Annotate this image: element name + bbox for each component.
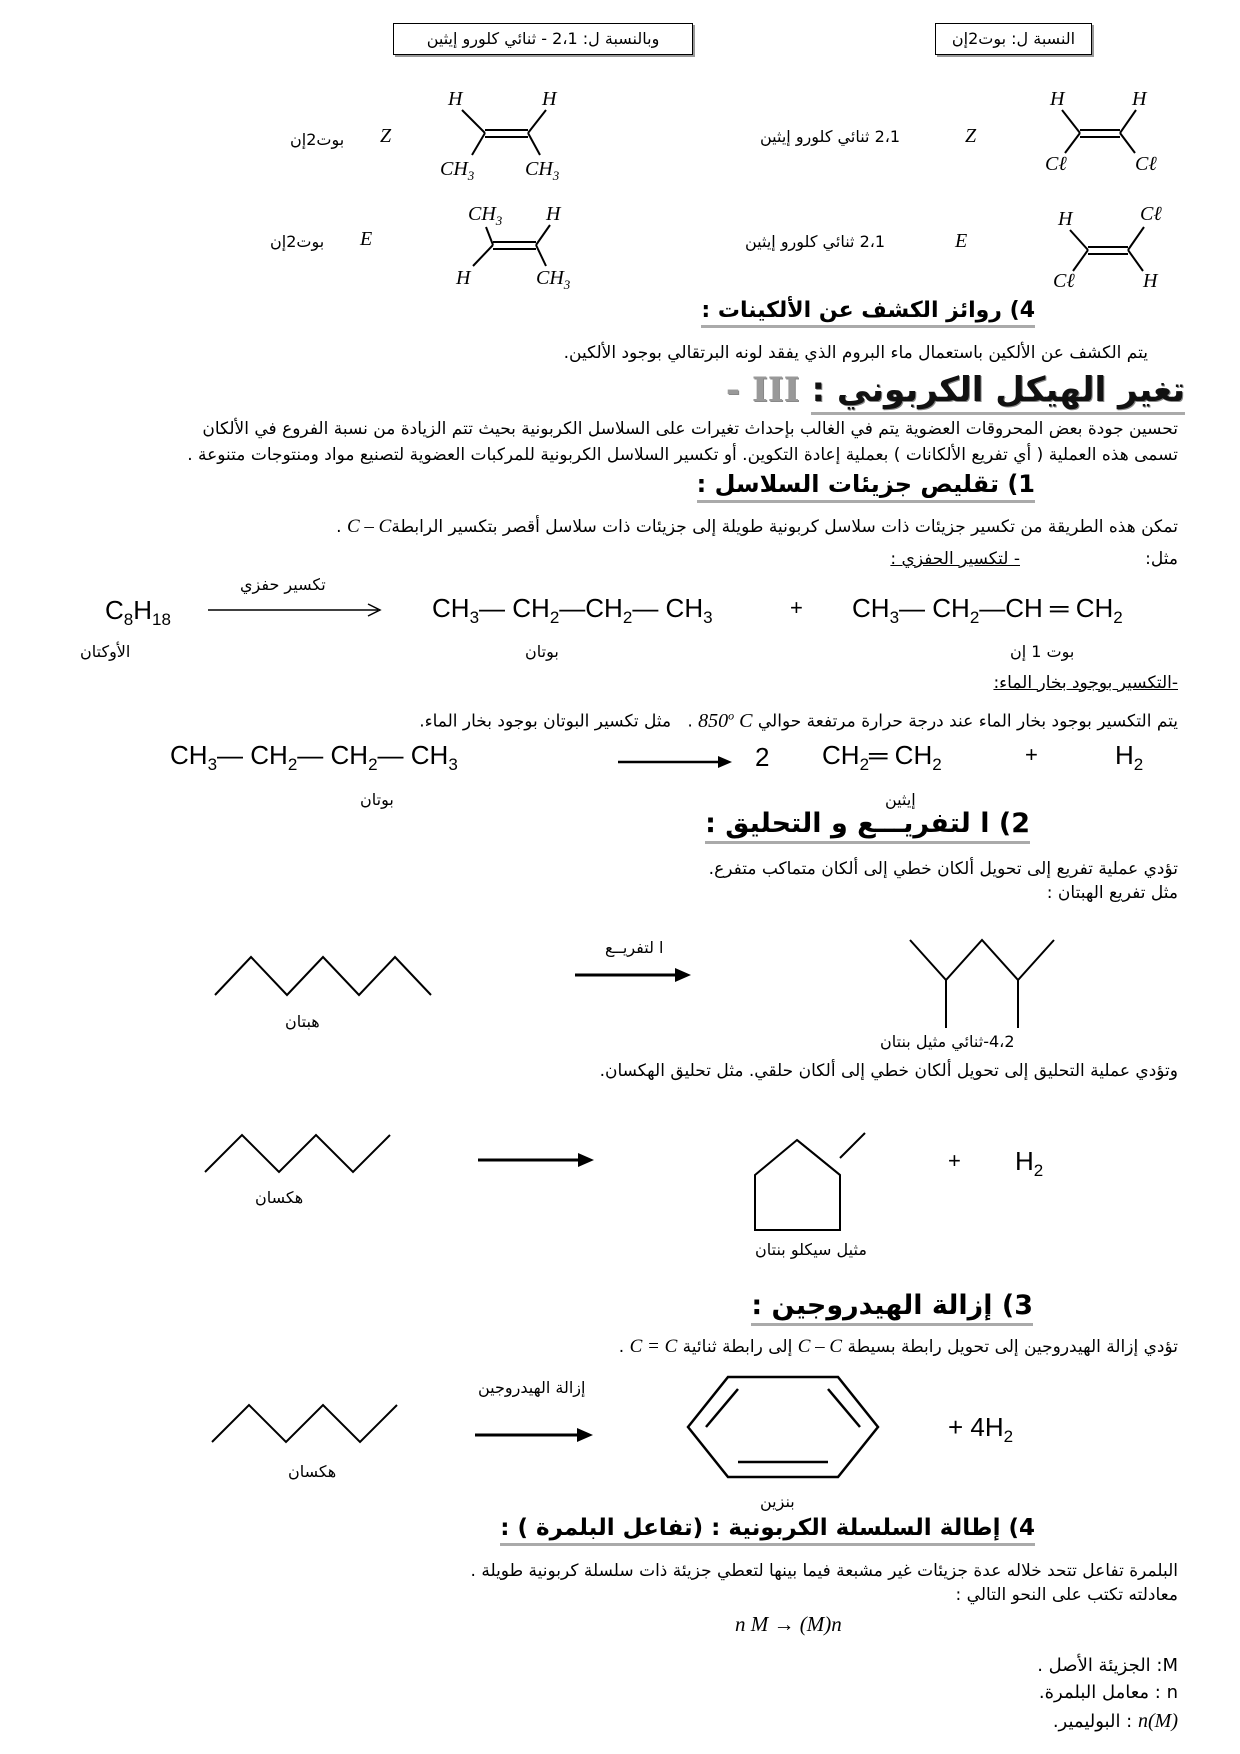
svg-text:CH3: $CH_3$ — [468, 203, 503, 228]
heading-dehydrogenation: 3) إزالة الهيدروجين : — [751, 1290, 1033, 1321]
example-label: مثل: — [1145, 549, 1178, 569]
steam-h2: $H_2$ — [1115, 740, 1144, 775]
e-butene-name: بوت2إن — [270, 232, 325, 251]
steam-arrow — [618, 752, 733, 772]
benzene-name: بنزين — [760, 1492, 795, 1511]
svg-text:H: H — [546, 203, 561, 225]
steam-cracking-label: -التكسير بوجود بخار الماء: — [993, 673, 1178, 693]
heading-detection: 4) روائز الكشف عن الألكينات : — [701, 298, 1035, 323]
hexane-name-dehydrogenation: هكسان — [288, 1462, 337, 1481]
z-dichloro-name: 2،1 ثنائي كلورو إيثين — [760, 127, 901, 146]
heptane-name: هبتان — [285, 1012, 320, 1031]
box-dichloroethene: وبالنسبة ل: 2،1 - ثنائي كلورو إيثين — [393, 23, 693, 55]
z-dichloroethene-structure — [1040, 85, 1170, 175]
definition-polymer: (M)n : البوليمير. — [1052, 1710, 1178, 1732]
e-label-dichloro: E — [955, 230, 968, 252]
plus-sign: + — [790, 595, 803, 620]
svg-text:H: H — [456, 267, 471, 289]
detection-text: يتم الكشف عن الألكين باستعمال ماء البروم الذي يفقد لونه البرتقالي بوجود الألكين. — [563, 343, 1148, 363]
steam-butane-formula: $CH_3—$ $CH_2—$ $CH_2—$ $CH_3$ — [170, 740, 458, 775]
svg-text:CH3: $CH_3$ — [536, 267, 571, 292]
butene-1-name: بوت 1 إن — [1010, 642, 1075, 661]
butane-name: بوتان — [525, 642, 559, 661]
steam-butane-name: بوتان — [360, 790, 394, 809]
svg-text:H: H — [1058, 208, 1073, 230]
svg-text:H: H — [448, 88, 463, 110]
heading-chain-shortening: 1) تقليص جزيئات السلاسل : — [697, 470, 1035, 498]
z-butene-structure — [440, 85, 600, 183]
heading-polymerization: 4) إطالة السلسلة الكربونية : (تفاعل البلمرة ) : — [500, 1515, 1035, 1541]
svg-text:H: H — [1132, 88, 1147, 110]
dehydrogenation-text: تؤدي إزالة الهيدروجين إلى تحويل رابطة بسيطة C – C إلى رابطة ثنائية C = C . — [618, 1336, 1178, 1357]
e-butene-structure — [448, 200, 608, 295]
octane-name: الأوكتان — [80, 642, 131, 661]
e-dichloro-name: 2،1 ثنائي كلورو إيثين — [745, 232, 886, 251]
svg-text:H: H — [542, 88, 557, 110]
e-label-butene: E — [360, 228, 373, 250]
definition-M: M: الجزيئة الأصل . — [1037, 1655, 1178, 1676]
dehydrogenation-h2: + $4H_2$ — [948, 1412, 1014, 1447]
z-butene-name: بوت2إن — [290, 130, 345, 149]
branching-example: مثل تفريع الهبتان : — [1046, 883, 1178, 903]
hexane-zigzag-dehydrogenation — [212, 1400, 407, 1450]
butene-formula: $CH_3—$ $CH_2—CH$ ═ $CH_2$ — [852, 593, 1123, 628]
dimethylpentane-name: 4،2-ثنائي مثيل بنتان — [880, 1032, 1015, 1051]
cyclization-text: وتؤدي عملية التحليق إلى تحويل ألكان خطي إلى ألكان حلقي. مثل تحليق الهكسان. — [599, 1061, 1178, 1081]
z-label-dichloro: Z — [965, 125, 977, 147]
svg-text:Cℓ: Cℓ — [1135, 153, 1157, 175]
svg-text:Cℓ: Cℓ — [1140, 203, 1162, 225]
svg-text:H: H — [1143, 270, 1158, 292]
branching-text: تؤدي عملية تفريع إلى تحويل ألكان خطي إلى ألكان متماكب متفرع. — [708, 859, 1178, 879]
svg-text:Cℓ: Cℓ — [1045, 153, 1067, 175]
box-butene: النسبة ل: بوت2إن — [935, 23, 1092, 55]
catalytic-arrow — [208, 600, 388, 620]
benzene-ring — [688, 1372, 888, 1482]
coefficient-2: 2 — [755, 742, 770, 772]
methyl-branch — [830, 1128, 870, 1168]
catalytic-cracking-label: - لتكسير الحفزي : — [890, 549, 1020, 569]
ethene-formula: $CH_2═$ $CH_2$ — [822, 740, 942, 775]
ethene-name: إيثين — [885, 790, 916, 809]
polymerization-equation: n M → (M)n — [735, 1612, 842, 1636]
methylcyclopentane-name: مثيل سيكلو بنتان — [755, 1240, 867, 1259]
hexane-zigzag-cyclization — [205, 1130, 400, 1180]
heptane-zigzag — [215, 955, 440, 1005]
dehydrogenation-arrow-label: إزالة الهيدروجين — [478, 1378, 586, 1397]
branching-arrow — [575, 965, 695, 985]
definition-n: n : معامل البلمرة. — [1038, 1682, 1178, 1703]
catalytic-arrow-label: تكسير حفزي — [240, 575, 326, 594]
cyclization-h2: $H_2$ — [1015, 1146, 1044, 1181]
z-label-butene: Z — [380, 125, 392, 147]
polymerization-text2: معادلته تكتب على النحو التالي : — [955, 1585, 1178, 1605]
svg-text:Cℓ: Cℓ — [1053, 270, 1075, 292]
steam-cracking-text: يتم التكسير بوجود بخار الماء عند درجة حرارة مرتفعة حوالي 850$^o$ C . مثل تكسير البوتان بوجود بخار الماء. — [419, 708, 1178, 732]
e-dichloroethene-structure — [1048, 205, 1178, 295]
dehydrogenation-arrow — [475, 1425, 600, 1445]
polymerization-text: البلمرة تفاعل تتحد خلاله عدة جزيئات غير مشبعة فيما بينها لتعطي جزيئة ذات سلسلة كربونية طويلة . — [470, 1561, 1178, 1581]
section-III-line2: تسمى هذه العملية ( أي تفريع الألكانات ) بعملية إعادة التكوين. أو تكسير السلاسل الكربونية للمركبات العضوية لتصنيع مواد ومنتوجات متنوعة . — [187, 445, 1178, 465]
cyclization-arrow — [478, 1150, 598, 1170]
heading-branching-cyclization: 2) ا لتفريـــع و التحليق : — [705, 808, 1030, 839]
branching-arrow-label: ا لتفريــع — [605, 938, 664, 957]
svg-text:H: H — [1050, 88, 1065, 110]
svg-text:CH3: $CH_3$ — [440, 158, 475, 183]
heading-section-III: تغير الهيكل الكربوني : III - — [726, 370, 1185, 410]
butane-formula: $CH_3—$ $CH_2—CH_2—$ $CH_3$ — [432, 593, 713, 628]
dimethylpentane-skeleton — [910, 940, 1060, 1030]
cyclization-plus: + — [948, 1148, 961, 1173]
svg-text:CH3: $CH_3$ — [525, 158, 560, 183]
steam-plus: + — [1025, 742, 1038, 767]
shortening-text: تمكن هذه الطريقة من تكسير جزيئات ذات سلاسل كربونية طويلة إلى جزيئات ذات سلاسل أقصر بتكسير الرابطةC – C . — [336, 516, 1178, 537]
octane-formula: $C_8H_{18}$ — [105, 595, 171, 630]
section-III-line1: تحسين جودة بعض المحروقات العضوية يتم في الغالب بإحداث تغيرات على السلاسل الكربونية بحيث تتم الزيادة من نسبة الفروع في الألكان — [202, 419, 1178, 439]
hexane-name-cyclization: هكسان — [255, 1188, 304, 1207]
